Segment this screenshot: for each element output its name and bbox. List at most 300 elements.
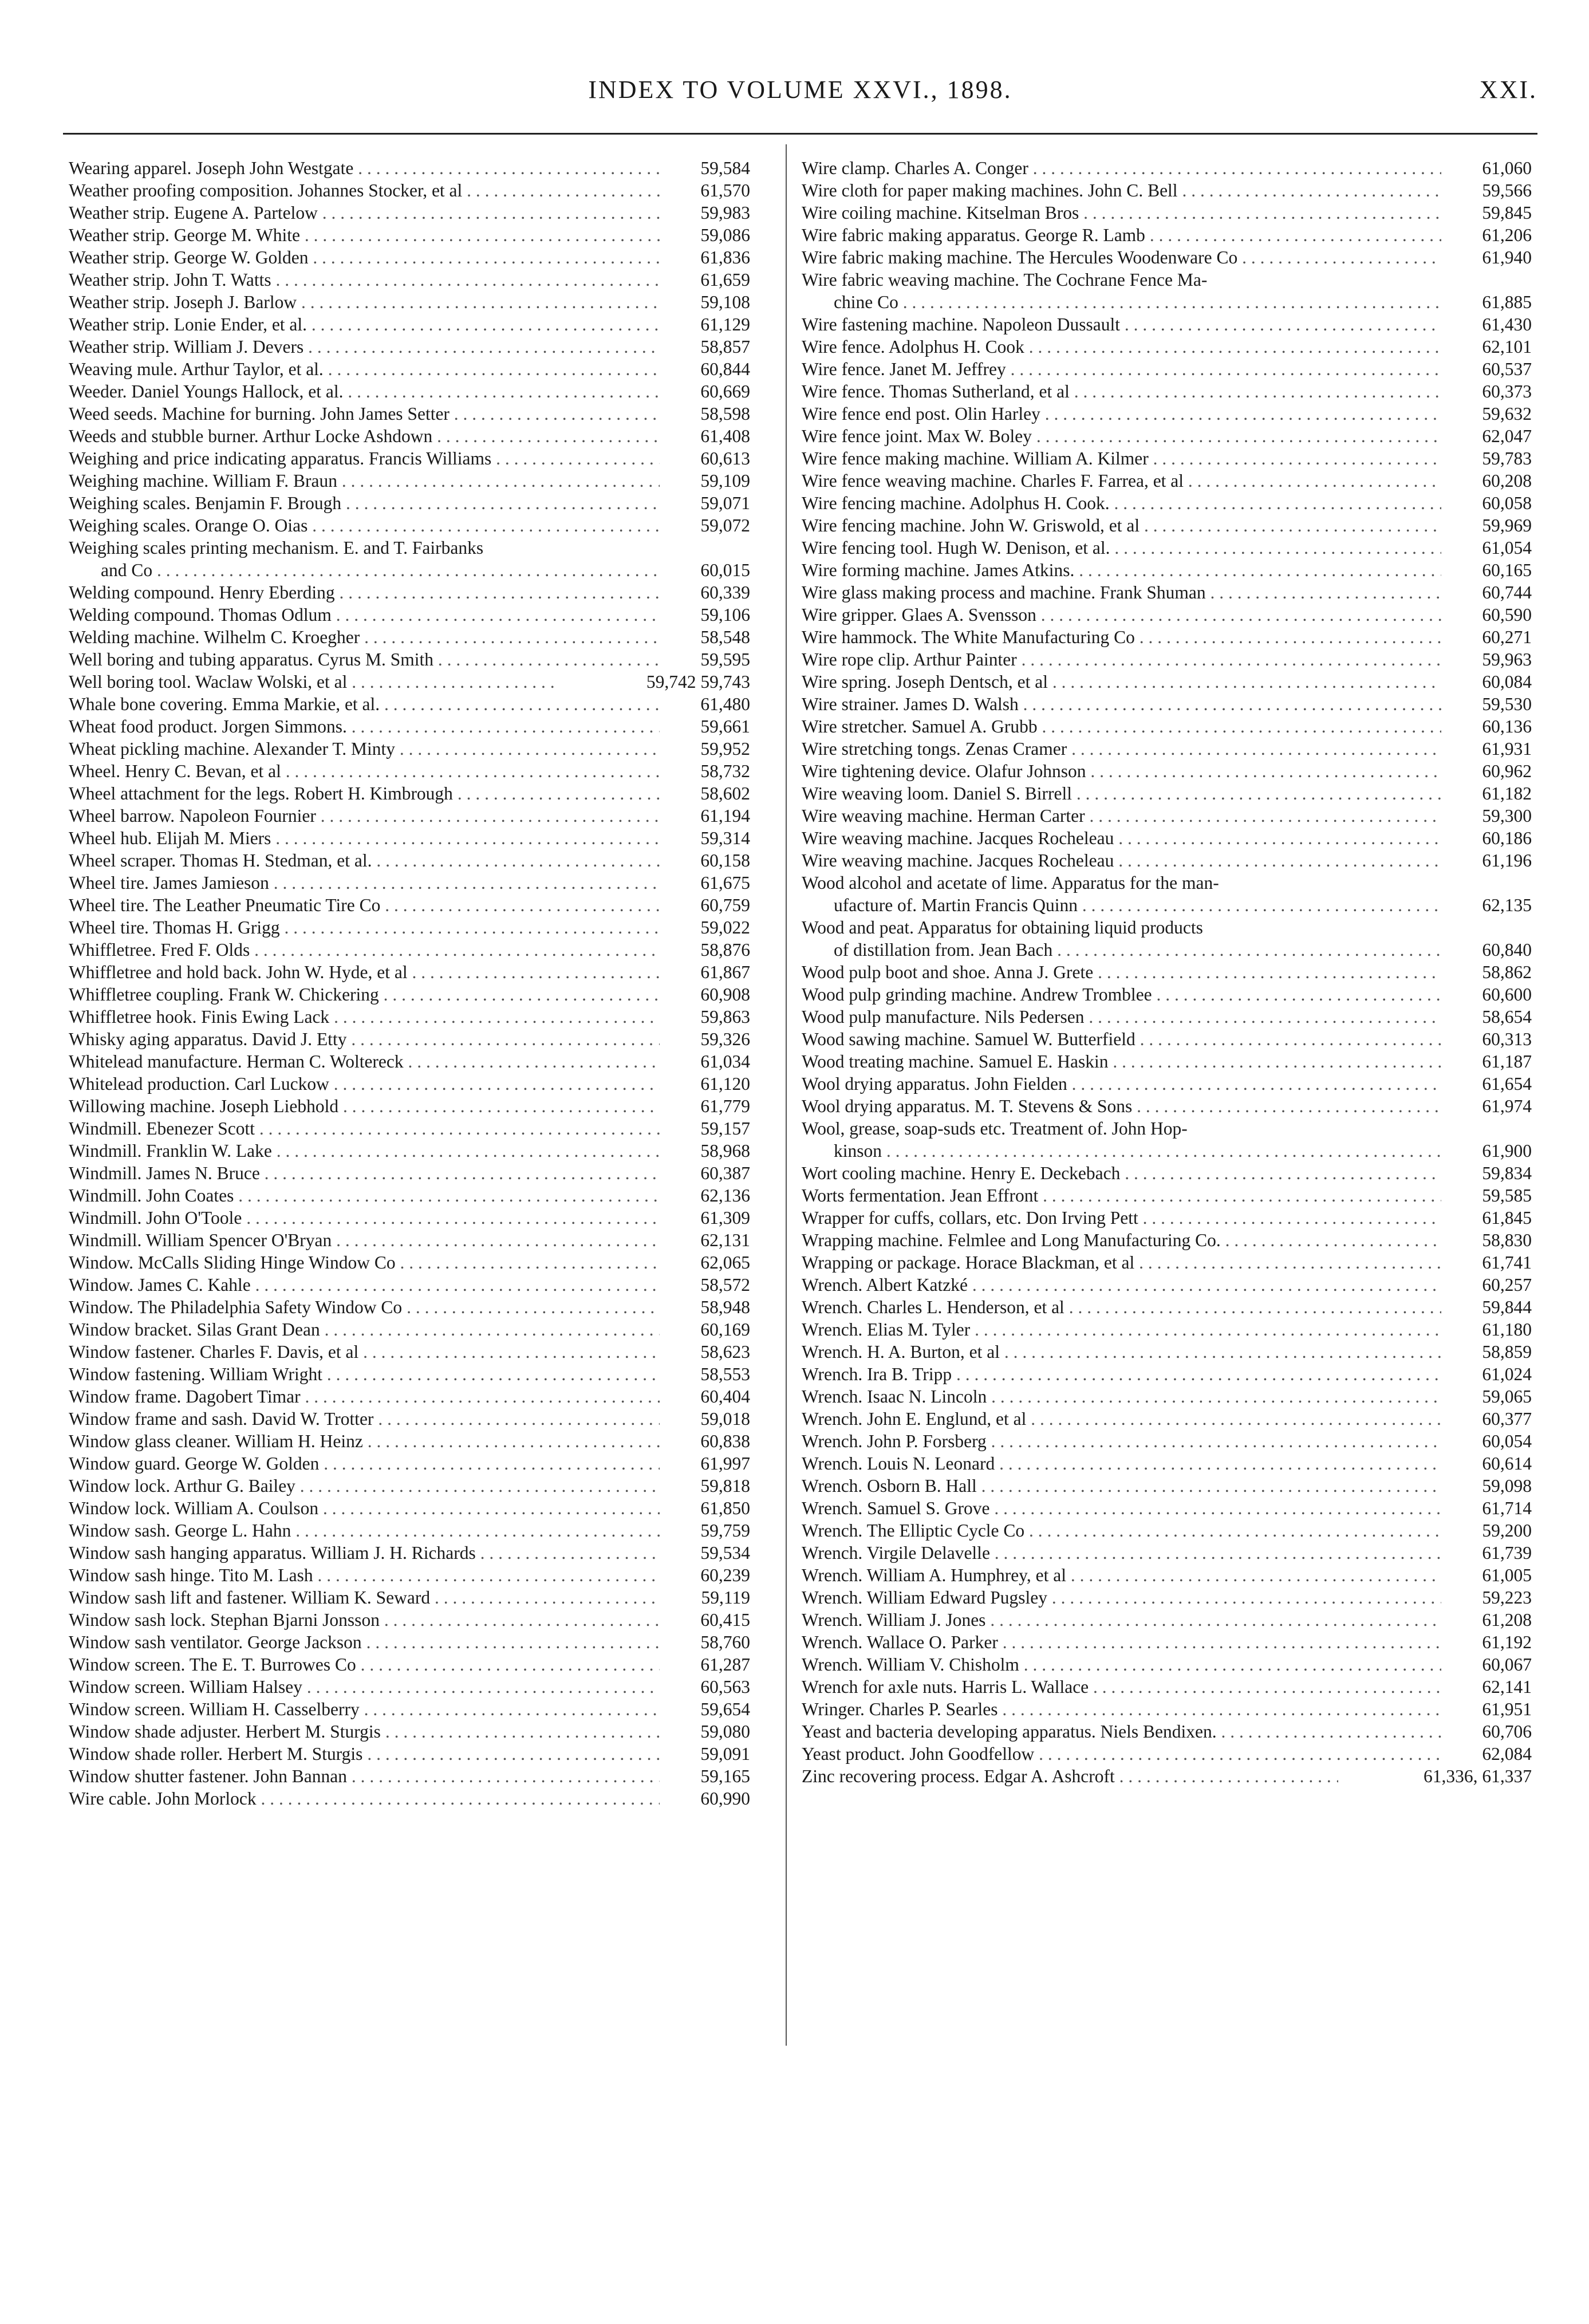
- index-entry: [802, 1698, 1532, 1720]
- entry-text: Yeast and bacteria developing apparatus. Niels Bendixen. . . .: [802, 1720, 1532, 1743]
- index-entry: [69, 1207, 750, 1229]
- entry-number: 59,098: [1441, 1475, 1532, 1497]
- entry-number: 61,060: [1441, 157, 1532, 179]
- entry-number: 61,192: [1441, 1631, 1532, 1653]
- entry-number: 61,675: [660, 872, 750, 894]
- entry-number: 59,845: [1441, 202, 1532, 224]
- entry-number: 59,963: [1441, 648, 1532, 671]
- index-entry: [802, 1452, 1532, 1475]
- entry-number: 61,845: [1441, 1207, 1532, 1229]
- entry-text: Whisky aging apparatus. David J. Etty . . .: [69, 1028, 750, 1050]
- entry-number: 59,661: [660, 715, 750, 738]
- entry-number: 59,157: [660, 1117, 750, 1140]
- entry-number: 59,300: [1441, 805, 1532, 827]
- entry-number: 59,818: [660, 1475, 750, 1497]
- index-entry: [69, 336, 750, 358]
- index-entry: [802, 1765, 1532, 1787]
- entry-text: Wire tightening device. Olafur Johnson . . .: [802, 760, 1532, 782]
- index-entry: [802, 1609, 1532, 1631]
- index-entry: [69, 782, 750, 805]
- index-entry: [69, 1318, 750, 1341]
- entry-number: 58,732: [660, 760, 750, 782]
- index-entry: [69, 1787, 750, 1810]
- entry-number: 62,136: [660, 1184, 750, 1207]
- entry-text: Wrench. Charles L. Henderson, et al . . .: [802, 1296, 1532, 1318]
- entry-text: Wire fence weaving machine. Charles F. Farrea, et al . . .: [802, 470, 1532, 492]
- entry-number: 59,983: [660, 202, 750, 224]
- index-entry: [69, 1519, 750, 1542]
- entry-text: Wrench. Wallace O. Parker . . .: [802, 1631, 1532, 1653]
- entry-text: Window sash lock. Stephan Bjarni Jonsson . . .: [69, 1609, 750, 1631]
- entry-text: Window shutter fastener. John Bannan . . .: [69, 1765, 750, 1787]
- entry-number: 61,900: [1441, 1140, 1532, 1162]
- entry-text: Weather strip. George W. Golden . . .: [69, 246, 750, 269]
- entry-number: 60,563: [660, 1676, 750, 1698]
- entry-number: 60,239: [660, 1564, 750, 1586]
- entry-number: 59,091: [660, 1743, 750, 1765]
- entry-number: 60,613: [660, 447, 750, 470]
- entry-number: 61,430: [1441, 313, 1532, 336]
- index-entry: [69, 1542, 750, 1564]
- index-entry: [802, 1207, 1532, 1229]
- entry-text: Window screen. William Halsey . . .: [69, 1676, 750, 1698]
- index-entry: [802, 1341, 1532, 1363]
- entry-number: 59,119: [660, 1586, 750, 1609]
- index-entry: [69, 492, 750, 514]
- entry-number: 58,830: [1441, 1229, 1532, 1251]
- entry-text: Wire weaving machine. Jacques Rocheleau . . .: [802, 849, 1532, 872]
- entry-text: Wheel attachment for the legs. Robert H. Kimbrough . . .: [69, 782, 750, 805]
- index-entry: [802, 581, 1532, 604]
- index-entry: [802, 514, 1532, 537]
- entry-number: 59,530: [1441, 693, 1532, 715]
- index-entry: [69, 313, 750, 336]
- entry-number: 61,208: [1441, 1609, 1532, 1631]
- entry-number: 59,783: [1441, 447, 1532, 470]
- index-entry: [802, 1117, 1532, 1140]
- entry-number: 60,404: [660, 1385, 750, 1408]
- column-divider: [786, 144, 787, 2046]
- entry-number: 58,876: [660, 939, 750, 961]
- index-entry: [802, 760, 1532, 782]
- entry-text: Windmill. John O'Toole . . .: [69, 1207, 750, 1229]
- index-entry: [69, 403, 750, 425]
- index-entry: [69, 179, 750, 202]
- entry-number: 61,120: [660, 1073, 750, 1095]
- index-entry: [802, 269, 1532, 291]
- entry-number: 60,058: [1441, 492, 1532, 514]
- entry-number: 62,065: [660, 1251, 750, 1274]
- index-entry: [802, 1408, 1532, 1430]
- index-entry: [802, 1184, 1532, 1207]
- entry-text: and Co . . .: [101, 559, 750, 581]
- entry-number: 58,859: [1441, 1341, 1532, 1363]
- page-title: INDEX TO VOLUME XXVI., 1898.: [588, 76, 1012, 104]
- entry-number: 61,654: [1441, 1073, 1532, 1095]
- entry-number: 60,313: [1441, 1028, 1532, 1050]
- index-entry: [802, 961, 1532, 983]
- entry-text: Wheel. Henry C. Bevan, et al . . .: [69, 760, 750, 782]
- entry-text: Wire fence. Janet M. Jeffrey . . .: [802, 358, 1532, 380]
- entry-number: 60,706: [1441, 1720, 1532, 1743]
- index-entry: [802, 1162, 1532, 1184]
- entry-number: 59,742 59,743: [557, 671, 750, 693]
- index-entry: [802, 894, 1532, 916]
- entry-text: Wheel scraper. Thomas H. Stedman, et al. . . .: [69, 849, 750, 872]
- entry-text: Wrench. H. A. Burton, et al . . .: [802, 1341, 1532, 1363]
- entry-text: Wrench. Albert Katzké . . .: [802, 1274, 1532, 1296]
- index-entry: [802, 1430, 1532, 1452]
- index-entry: [69, 983, 750, 1006]
- index-entry: [69, 1140, 750, 1162]
- index-entry: [802, 1363, 1532, 1385]
- index-entry: [69, 1676, 750, 1698]
- entry-text: Wheel tire. Thomas H. Grigg . . .: [69, 916, 750, 939]
- index-entry: [802, 380, 1532, 403]
- index-entry: [69, 1073, 750, 1095]
- entry-text: Window frame and sash. David W. Trotter . . .: [69, 1408, 750, 1430]
- index-entry: [802, 1631, 1532, 1653]
- index-entry: [69, 1452, 750, 1475]
- index-entry: [69, 581, 750, 604]
- page-header: [63, 70, 1537, 110]
- index-entry: [69, 939, 750, 961]
- entry-text: Window screen. The E. T. Burrowes Co . . .: [69, 1653, 750, 1676]
- entry-number: 60,840: [1441, 939, 1532, 961]
- index-entry: [802, 202, 1532, 224]
- index-entry: [802, 983, 1532, 1006]
- entry-number: 60,387: [660, 1162, 750, 1184]
- index-entry: [69, 604, 750, 626]
- entry-number: 60,669: [660, 380, 750, 403]
- entry-text: Wrench. John P. Forsberg . . .: [802, 1430, 1532, 1452]
- entry-number: 58,598: [660, 403, 750, 425]
- index-entry: [69, 1050, 750, 1073]
- entry-number: 61,180: [1441, 1318, 1532, 1341]
- index-entry: [802, 1475, 1532, 1497]
- entry-text: Well boring tool. Waclaw Wolski, et al . . .: [69, 671, 750, 693]
- entry-number: 61,054: [1441, 537, 1532, 559]
- index-entry: [802, 1028, 1532, 1050]
- index-entry: [69, 202, 750, 224]
- entry-number: 61,024: [1441, 1363, 1532, 1385]
- index-entry: [69, 224, 750, 246]
- entry-text: Weather strip. John T. Watts . . .: [69, 269, 750, 291]
- entry-text: Wire fabric weaving machine. The Cochrane Fence Ma-: [802, 270, 1208, 290]
- entry-number: 61,951: [1441, 1698, 1532, 1720]
- index-entry: [69, 1162, 750, 1184]
- index-entry: [802, 1720, 1532, 1743]
- entry-number: 60,084: [1441, 671, 1532, 693]
- index-entry: [69, 1095, 750, 1117]
- entry-text: Wire fencing machine. John W. Griswold, et al . . .: [802, 514, 1532, 537]
- entry-text: Wire rope clip. Arthur Painter . . .: [802, 648, 1532, 671]
- index-entry: [69, 715, 750, 738]
- entry-text: Wrapper for cuffs, collars, etc. Don Irving Pett . . .: [802, 1207, 1532, 1229]
- entry-text: Wrench. The Elliptic Cycle Co . . .: [802, 1519, 1532, 1542]
- entry-number: 62,135: [1441, 894, 1532, 916]
- index-entry: [69, 1408, 750, 1430]
- entry-text: Wheel tire. James Jamieson . . .: [69, 872, 750, 894]
- entry-number: 60,208: [1441, 470, 1532, 492]
- entry-text: Wringer. Charles P. Searles . . .: [802, 1698, 1532, 1720]
- entry-number: 61,741: [1441, 1251, 1532, 1274]
- index-column-right: [802, 157, 1532, 1787]
- entry-text: Wire fabric making machine. The Hercules Woodenware Co . . .: [802, 246, 1532, 269]
- entry-number: 60,186: [1441, 827, 1532, 849]
- entry-number: 61,129: [660, 313, 750, 336]
- entry-number: 61,480: [660, 693, 750, 715]
- entry-text: Wire fence. Adolphus H. Cook . . .: [802, 336, 1532, 358]
- entry-text: Weather proofing composition. Johannes Stocker, et al . . .: [69, 179, 750, 202]
- entry-number: 58,857: [660, 336, 750, 358]
- entry-text: Window. James C. Kahle . . .: [69, 1274, 750, 1296]
- entry-text: Window fastener. Charles F. Davis, et al . . .: [69, 1341, 750, 1363]
- entry-text: Wrench. Osborn B. Hall . . .: [802, 1475, 1532, 1497]
- entry-text: Wheat pickling machine. Alexander T. Minty . . .: [69, 738, 750, 760]
- index-entry: [69, 470, 750, 492]
- entry-text: Whitelead production. Carl Luckow . . .: [69, 1073, 750, 1095]
- entry-number: 59,109: [660, 470, 750, 492]
- index-entry: [802, 604, 1532, 626]
- entry-number: 61,408: [660, 425, 750, 447]
- entry-number: 60,054: [1441, 1430, 1532, 1452]
- entry-text: Wrench. William J. Jones . . .: [802, 1609, 1532, 1631]
- entry-number: 62,141: [1441, 1676, 1532, 1698]
- entry-number: 62,131: [660, 1229, 750, 1251]
- index-entry: [69, 1475, 750, 1497]
- index-entry: [802, 537, 1532, 559]
- entry-text: Weighing scales. Benjamin F. Brough . . .: [69, 492, 750, 514]
- entry-text: Wire fence. Thomas Sutherland, et al . . .: [802, 380, 1532, 403]
- entry-text: Wood treating machine. Samuel E. Haskin . . .: [802, 1050, 1532, 1073]
- index-entry: [802, 939, 1532, 961]
- entry-text: Wire fencing machine. Adolphus H. Cook. . . .: [802, 492, 1532, 514]
- entry-text: Windmill. John Coates . . .: [69, 1184, 750, 1207]
- entry-text: Wrench. Louis N. Leonard . . .: [802, 1452, 1532, 1475]
- index-entry: [69, 380, 750, 403]
- index-entry: [802, 1229, 1532, 1251]
- entry-text: Wire spring. Joseph Dentsch, et al . . .: [802, 671, 1532, 693]
- entry-text: Wood pulp grinding machine. Andrew Tromblee . . .: [802, 983, 1532, 1006]
- page-number: XXI.: [1479, 76, 1537, 104]
- entry-number: 58,760: [660, 1631, 750, 1653]
- entry-text: Wire weaving loom. Daniel S. Birrell . . .: [802, 782, 1532, 805]
- index-entry: [802, 1251, 1532, 1274]
- index-entry: [69, 626, 750, 648]
- index-entry: [802, 291, 1532, 313]
- entry-text: Wire fabric making apparatus. George R. Lamb . . .: [802, 224, 1532, 246]
- index-entry: [802, 1318, 1532, 1341]
- entry-text: Window fastening. William Wright . . .: [69, 1363, 750, 1385]
- entry-text: Wire glass making process and machine. Frank Shuman . . .: [802, 581, 1532, 604]
- entry-text: Wool drying apparatus. M. T. Stevens & Sons . . .: [802, 1095, 1532, 1117]
- entry-number: 60,015: [660, 559, 750, 581]
- entry-number: 60,600: [1441, 983, 1532, 1006]
- index-entry: [69, 269, 750, 291]
- entry-text: Worts fermentation. Jean Effront . . .: [802, 1184, 1532, 1207]
- entry-text: Window sash. George L. Hahn . . .: [69, 1519, 750, 1542]
- index-entry: [802, 492, 1532, 514]
- entry-text: Wrench. William Edward Pugsley . . .: [802, 1586, 1532, 1609]
- index-entry: [802, 849, 1532, 872]
- index-entry: [69, 961, 750, 983]
- entry-text: kinson . . .: [834, 1140, 1532, 1162]
- index-entry: [802, 782, 1532, 805]
- index-entry: [69, 916, 750, 939]
- entry-number: 60,257: [1441, 1274, 1532, 1296]
- index-entry: [802, 447, 1532, 470]
- entry-text: Wire fence end post. Olin Harley . . .: [802, 403, 1532, 425]
- index-entry: [69, 1564, 750, 1586]
- entry-number: 59,080: [660, 1720, 750, 1743]
- entry-number: 59,165: [660, 1765, 750, 1787]
- entry-text: Weeder. Daniel Youngs Hallock, et al. . . .: [69, 380, 750, 403]
- entry-text: Weather strip. Joseph J. Barlow . . .: [69, 291, 750, 313]
- index-entry: [802, 425, 1532, 447]
- entry-text: Wort cooling machine. Henry E. Deckebach . . .: [802, 1162, 1532, 1184]
- entry-number: 59,759: [660, 1519, 750, 1542]
- entry-text: Weather strip. William J. Devers . . .: [69, 336, 750, 358]
- entry-number: 59,072: [660, 514, 750, 537]
- entry-number: 61,714: [1441, 1497, 1532, 1519]
- entry-text: Wool, grease, soap-suds etc. Treatment of. John Hop-: [802, 1118, 1188, 1139]
- entry-text: Wire forming machine. James Atkins. . . .: [802, 559, 1532, 581]
- index-entry: [802, 1497, 1532, 1519]
- entry-text: Welding compound. Henry Eberding . . .: [69, 581, 750, 604]
- index-entry: [69, 1229, 750, 1251]
- entry-number: 61,206: [1441, 224, 1532, 246]
- entry-number: 61,867: [660, 961, 750, 983]
- entry-number: 60,962: [1441, 760, 1532, 782]
- entry-number: 58,948: [660, 1296, 750, 1318]
- index-entry: [69, 157, 750, 179]
- entry-number: 62,084: [1441, 1743, 1532, 1765]
- index-entry: [802, 1140, 1532, 1162]
- entry-text: Wrapping or package. Horace Blackman, et al . . .: [802, 1251, 1532, 1274]
- index-entry: [69, 1653, 750, 1676]
- entry-number: 60,844: [660, 358, 750, 380]
- entry-text: Wood pulp boot and shoe. Anna J. Grete . . .: [802, 961, 1532, 983]
- index-entry: [802, 872, 1532, 894]
- index-entry: [802, 827, 1532, 849]
- entry-number: 60,415: [660, 1609, 750, 1631]
- entry-text: Whiffletree. Fred F. Olds . . .: [69, 939, 750, 961]
- entry-text: Window. The Philadelphia Safety Window Co . . .: [69, 1296, 750, 1318]
- index-entry: [69, 894, 750, 916]
- entry-number: 61,309: [660, 1207, 750, 1229]
- entry-text: Window glass cleaner. William H. Heinz . . .: [69, 1430, 750, 1452]
- entry-number: 61,974: [1441, 1095, 1532, 1117]
- entry-number: 59,566: [1441, 179, 1532, 202]
- index-entry: [802, 1586, 1532, 1609]
- entry-text: Windmill. Franklin W. Lake . . .: [69, 1140, 750, 1162]
- entry-number: 59,654: [660, 1698, 750, 1720]
- index-entry: [802, 738, 1532, 760]
- entry-text: Wrench. William V. Chisholm . . .: [802, 1653, 1532, 1676]
- entry-text: Wire fence joint. Max W. Boley . . .: [802, 425, 1532, 447]
- index-entry: [802, 916, 1532, 939]
- entry-number: 61,287: [660, 1653, 750, 1676]
- index-entry: [802, 1564, 1532, 1586]
- entry-text: Window sash lift and fastener. William K. Seward . . .: [69, 1586, 750, 1609]
- index-entry: [802, 1385, 1532, 1408]
- entry-number: 58,548: [660, 626, 750, 648]
- entry-number: 61,182: [1441, 782, 1532, 805]
- entry-text: Window bracket. Silas Grant Dean . . .: [69, 1318, 750, 1341]
- index-entry: [69, 827, 750, 849]
- index-entry: [802, 648, 1532, 671]
- index-entry: [69, 1385, 750, 1408]
- index-entry: [69, 537, 750, 559]
- index-entry: [69, 1720, 750, 1743]
- entry-number: 58,862: [1441, 961, 1532, 983]
- entry-text: Wire cloth for paper making machines. John C. Bell . . .: [802, 179, 1532, 202]
- entry-text: Yeast product. John Goodfellow . . .: [802, 1743, 1532, 1765]
- index-entry: [802, 626, 1532, 648]
- entry-number: 60,759: [660, 894, 750, 916]
- entry-text: Whiffletree hook. Finis Ewing Lack . . .: [69, 1006, 750, 1028]
- entry-text: Wood alcohol and acetate of lime. Apparatus for the man-: [802, 873, 1219, 893]
- entry-text: Wrapping machine. Felmlee and Long Manufacturing Co. . . .: [802, 1229, 1532, 1251]
- index-entry: [69, 1497, 750, 1519]
- entry-text: chine Co . . .: [834, 291, 1532, 313]
- entry-text: Wrench. John E. Englund, et al . . .: [802, 1408, 1532, 1430]
- entry-number: 60,373: [1441, 380, 1532, 403]
- entry-number: 60,165: [1441, 559, 1532, 581]
- index-entry: [802, 179, 1532, 202]
- entry-text: Wrench for axle nuts. Harris L. Wallace . . .: [802, 1676, 1532, 1698]
- index-entry: [69, 358, 750, 380]
- entry-number: 60,990: [660, 1787, 750, 1810]
- entry-number: 60,136: [1441, 715, 1532, 738]
- entry-number: 61,187: [1441, 1050, 1532, 1073]
- index-entry: [69, 760, 750, 782]
- entry-number: 59,086: [660, 224, 750, 246]
- entry-text: Wire clamp. Charles A. Conger . . .: [802, 157, 1532, 179]
- entry-text: Wire strainer. James D. Walsh . . .: [802, 693, 1532, 715]
- entry-text: Wire fence making machine. William A. Kilmer . . .: [802, 447, 1532, 470]
- entry-number: 59,018: [660, 1408, 750, 1430]
- index-entry: [802, 313, 1532, 336]
- entry-text: Willowing machine. Joseph Liebhold . . .: [69, 1095, 750, 1117]
- entry-text: Well boring and tubing apparatus. Cyrus M. Smith . . .: [69, 648, 750, 671]
- entry-text: Window guard. George W. Golden . . .: [69, 1452, 750, 1475]
- entry-number: 60,067: [1441, 1653, 1532, 1676]
- index-entry: [69, 1296, 750, 1318]
- entry-text: Wire gripper. Glaes A. Svensson . . .: [802, 604, 1532, 626]
- entry-number: 61,940: [1441, 246, 1532, 269]
- entry-text: Wood and peat. Apparatus for obtaining liquid products: [802, 917, 1203, 938]
- entry-text: Wire hammock. The White Manufacturing Co . . .: [802, 626, 1532, 648]
- entry-text: Wrench. Elias M. Tyler . . .: [802, 1318, 1532, 1341]
- entry-text: Windmill. James N. Bruce . . .: [69, 1162, 750, 1184]
- entry-number: 58,572: [660, 1274, 750, 1296]
- entry-number: 60,537: [1441, 358, 1532, 380]
- index-entry: [69, 1765, 750, 1787]
- entry-number: 61,196: [1441, 849, 1532, 872]
- entry-number: 60,377: [1441, 1408, 1532, 1430]
- entry-text: Wheel hub. Elijah M. Miers . . .: [69, 827, 750, 849]
- entry-number: 59,314: [660, 827, 750, 849]
- index-entry: [69, 1363, 750, 1385]
- entry-text: Whiffletree coupling. Frank W. Chickering . . .: [69, 983, 750, 1006]
- index-entry: [69, 849, 750, 872]
- index-entry: [802, 1006, 1532, 1028]
- entry-text: Zinc recovering process. Edgar A. Ashcroft . . .: [802, 1765, 1532, 1787]
- index-entry: [69, 1028, 750, 1050]
- entry-text: Wearing apparel. Joseph John Westgate . . .: [69, 157, 750, 179]
